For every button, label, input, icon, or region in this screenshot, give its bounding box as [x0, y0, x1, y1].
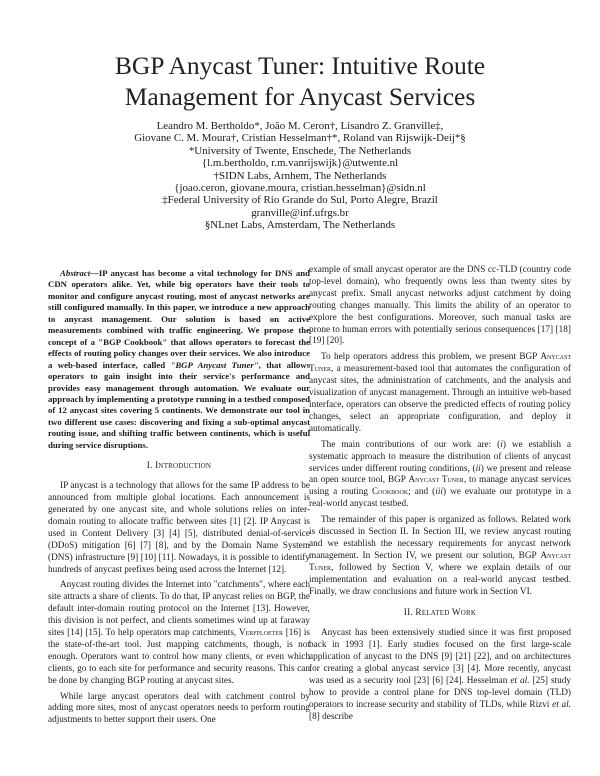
author-line-1: Leandro M. Bertholdo*, João M. Ceron†, Lisandro Z. Granville‡, — [156, 120, 444, 132]
right-column — [309, 265, 571, 724]
author-line-2: Giovane C. M. Moura†, Cristian Hesselman†*, Roland van Rijswijk-Deij*§ — [134, 132, 466, 145]
affiliation-4: §NLnet Labs, Amsterdam, The Netherlands — [204, 219, 396, 232]
contributions-paragraph: The main contributions of our work are: (i) we establish a systematic approach to measure the distribution of clients of anycast services under different routing conditions, (ii) we present and release an open source tool, BGP Anycast Tuner, to manage anycast services using a routing Cookbook; and (iii) we evaluate our prototype in a real-world anycast testbed. — [309, 439, 572, 510]
email-2: {joao.ceron, giovane.moura, cristian.hesselman}@sidn.nl — [174, 182, 426, 195]
title-line-1: BGP Anycast Tuner: Intuitive Route — [114, 51, 486, 80]
intro-paragraph-3: While large anycast operators deal with catchment control by adding more sites, most of anycast operators needs to perform routing adjustments to better support their users. One — [48, 691, 310, 726]
email-3: granville@inf.ufrgs.br — [251, 206, 349, 219]
intro-paragraph-2: Anycast routing divides the Internet into "catchments", where each site attracts a share of clients. To do that, IP anycast relies on BGP, the default inter-domain routing protocol on the Internet [13]. However, this division is not perfect, and clients sometimes wind up at faraway sites [14] [15]. To help operators map catchments, Verfploeter [16] is the state-of-the-art tool. Just mapping catchments, though, is not enough. Operators want to control how many clients, or even which clients, go to each site for performance and security reasons. This can be done by changing BGP routing at anycast sites. — [48, 580, 310, 686]
section-heading-related-work: II. Related Work — [403, 608, 477, 619]
left-column — [48, 268, 310, 727]
related-work-paragraph: Anycast has been extensively studied since it was first proposed back in 1993 [1]. Early studies focused on the first large-scale application of anycast to the DNS [9] [21] [22], and on architectures for creating a global anycast service [3] [4]. More recently, anycast was used as a security tool [23] [6] [24]. Hesselman et al. [25] study how to provide a control plane for DNS top-level domain (TLD) operators to increase security and stability of TLDs, while Rizvi et al. [8] describe — [309, 628, 571, 722]
paper-title — [40, 50, 560, 112]
author-block — [60, 120, 540, 232]
intro-paragraph-1: IP anycast is a technology that allows for the same IP address to be announced from multiple global locations. Each announcement is generated by one anycast site, and whole solutions relies on inter-domain routing to allocate traffic between sites [1] [2]. IP Anycast is used in Content Delivery [3] [4] [5], distributed denial-of-service (DDoS) mitigation [6] [7] [8], and by the Domain Name System (DNS) infrastructure [9] [10] [11]. Nowadays, it is possible to identify hundreds of anycast prefixes being used across the Internet [12]. — [48, 481, 310, 575]
section-heading-introduction: I. Introduction — [146, 461, 212, 472]
abstract-label: Abstract — [60, 268, 91, 278]
affiliation-1: *University of Twente, Enschede, The Netherlands — [188, 144, 412, 157]
title-line-2: Management for Anycast Services — [124, 82, 476, 111]
right-paragraph-2: To help operators address this problem, we present BGP Anycast Tuner, a measurement-based tool that automates the configuration of anycast sites, the administration of catchments, and the analysis and visualization of anycast management. Through an intuitive web-based interface, operators can observe the predicted effects of routing policy changes, select an appropriate configuration, and deploy it automatically. — [309, 352, 571, 434]
abstract: Abstract—IP anycast has become a vital technology for DNS and CDN operators alike. Yet, while big operators have their tools to monitor and configure anycast routing, most of anycast networks are still configured manually. In this paper, we introduce a new approach to anycast management. Our solution is based on active measurements combined with traffic engineering. We propose the concept of a "BGP Cookbook" that allows operators to forecast the effects of routing policy changes over their services. We also introduce a web-based interface, called "BGP Anycast Tuner", that allows operators to gain insight into their service's performance and provides easy management through automation. We evaluate our approach by implementing a prototype running in a testbed composed of 12 anycast sites covering 5 continents. We demonstrate our tool in two different use cases: discovering and fixing a sub-optimal anycast routing issue, and shifting traffic between continents, which is useful during service disruptions. — [48, 268, 310, 450]
right-paragraph-1: example of small anycast operator are the DNS cc-TLD (country code top-level domain), who frequently owns less than twenty sites by anycast prefix. Small anycast networks adjust catchment by doing routing changes manually. This limits the ability of an operator to explore the best configurations. Moreover, such manual tasks are prone to human errors with potentially serious consequences [17] [18] [19] [20]. — [309, 265, 571, 347]
affiliation-2: †SIDN Labs, Arnhem, The Netherlands — [213, 169, 387, 182]
organization-paragraph: The remainder of this paper is organized as follows. Related work is discussed in Section II. In Section III, we review anycast routing and we establish the necessary requirements for anycast network management. In Section IV, we present our solution, BGP Anycast Tuner, followed by Section V, where we explain details of our implementation and evaluation on a real-world anycast testbed. Finally, we draw conclusions and future work in Section VI. — [309, 515, 571, 597]
email-1: {l.m.bertholdo, r.m.vanrijswijk}@utwente.nl — [201, 157, 399, 170]
affiliation-3: ‡Federal University of Rio Grande do Sul, Porto Alegre, Brazil — [162, 194, 438, 207]
